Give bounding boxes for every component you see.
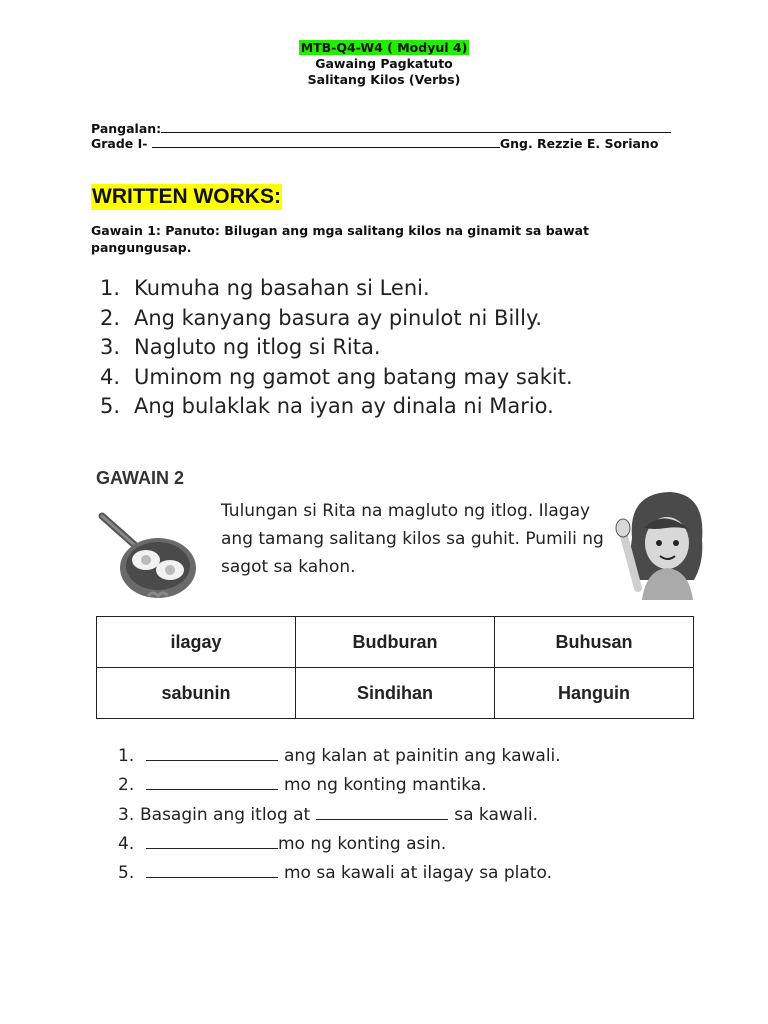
module-code: MTB-Q4-W4 ( Modyul 4) <box>300 40 468 55</box>
word-choice-cell[interactable]: Buhusan <box>495 617 694 668</box>
teacher-name: Gng. Rezzie E. Soriano <box>499 136 659 151</box>
waving-girl-icon <box>612 488 707 607</box>
worksheet-subtitle: Gawaing Pagkatuto <box>315 56 453 71</box>
grade-line <box>91 136 658 151</box>
gawain1-list <box>100 274 573 422</box>
word-choice-cell[interactable]: ilagay <box>97 617 296 668</box>
word-choice-cell[interactable]: sabunin <box>97 668 296 719</box>
gawain2-list <box>118 742 561 888</box>
name-label: Pangalan: <box>91 121 162 136</box>
word-choice-cell[interactable]: Budburan <box>296 617 495 668</box>
grade-label: Grade I- <box>91 136 148 151</box>
list-item: 3. Basagin ang itlog at sa kawali. <box>118 804 539 825</box>
gawain2-instruction: Tulungan si Rita na magluto ng itlog. Ilagay ang tamang salitang kilos sa guhit. Pumili ng sagot sa kahon. <box>221 501 604 577</box>
gawain1-instruction: Gawain 1: Panuto: Bilugan ang mga salitang kilos na ginamit sa bawat pangungusap. <box>91 223 590 255</box>
sentence-text[interactable]: Uminom ng gamot ang batang may sakit. <box>134 364 573 389</box>
name-line <box>91 121 671 136</box>
list-item: 1. Kumuha ng basahan si Leni. <box>100 276 430 300</box>
list-item: 2. Ang kanyang basura ay pinulot ni Billy. <box>100 305 543 330</box>
name-blank[interactable] <box>161 121 671 133</box>
gawain2-heading: GAWAIN 2 <box>96 468 185 488</box>
word-choice-cell[interactable]: Sindihan <box>296 668 495 719</box>
table-row <box>97 617 694 668</box>
answer-blank[interactable] <box>146 834 278 849</box>
list-item: 1. ang kalan at painitin ang kawali. <box>118 746 561 766</box>
list-item: 5. Ang bulaklak na iyan ay dinala ni Mario. <box>100 394 554 418</box>
list-item: 3. Nagluto ng itlog si Rita. <box>100 335 381 359</box>
list-item: 4. Uminom ng gamot ang batang may sakit. <box>100 364 573 389</box>
list-item: 2. mo ng konting mantika. <box>118 775 487 796</box>
answer-blank[interactable] <box>146 746 278 761</box>
list-item: 5. mo sa kawali at ilagay sa plato. <box>118 863 552 884</box>
word-choice-cell[interactable]: Hanguin <box>495 668 694 719</box>
grade-blank[interactable] <box>152 136 500 148</box>
table-row <box>97 668 694 719</box>
answer-blank[interactable] <box>316 805 448 820</box>
word-choice-table <box>96 616 694 719</box>
answer-blank[interactable] <box>146 863 278 878</box>
written-works-heading: WRITTEN WORKS: <box>92 185 281 208</box>
answer-blank[interactable] <box>146 775 278 790</box>
sentence-text[interactable]: Ang bulaklak na iyan ay dinala ni Mario. <box>134 394 554 418</box>
sentence-text[interactable]: Ang kanyang basura ay pinulot ni Billy. <box>134 305 543 330</box>
sentence-text[interactable]: Nagluto ng itlog si Rita. <box>134 335 381 359</box>
sentence-text[interactable]: Kumuha ng basahan si Leni. <box>134 276 430 300</box>
frying-pan-eggs-icon <box>98 508 198 607</box>
list-item: 4. mo ng konting asin. <box>118 833 447 854</box>
worksheet-topic: Salitang Kilos (Verbs) <box>307 72 461 87</box>
